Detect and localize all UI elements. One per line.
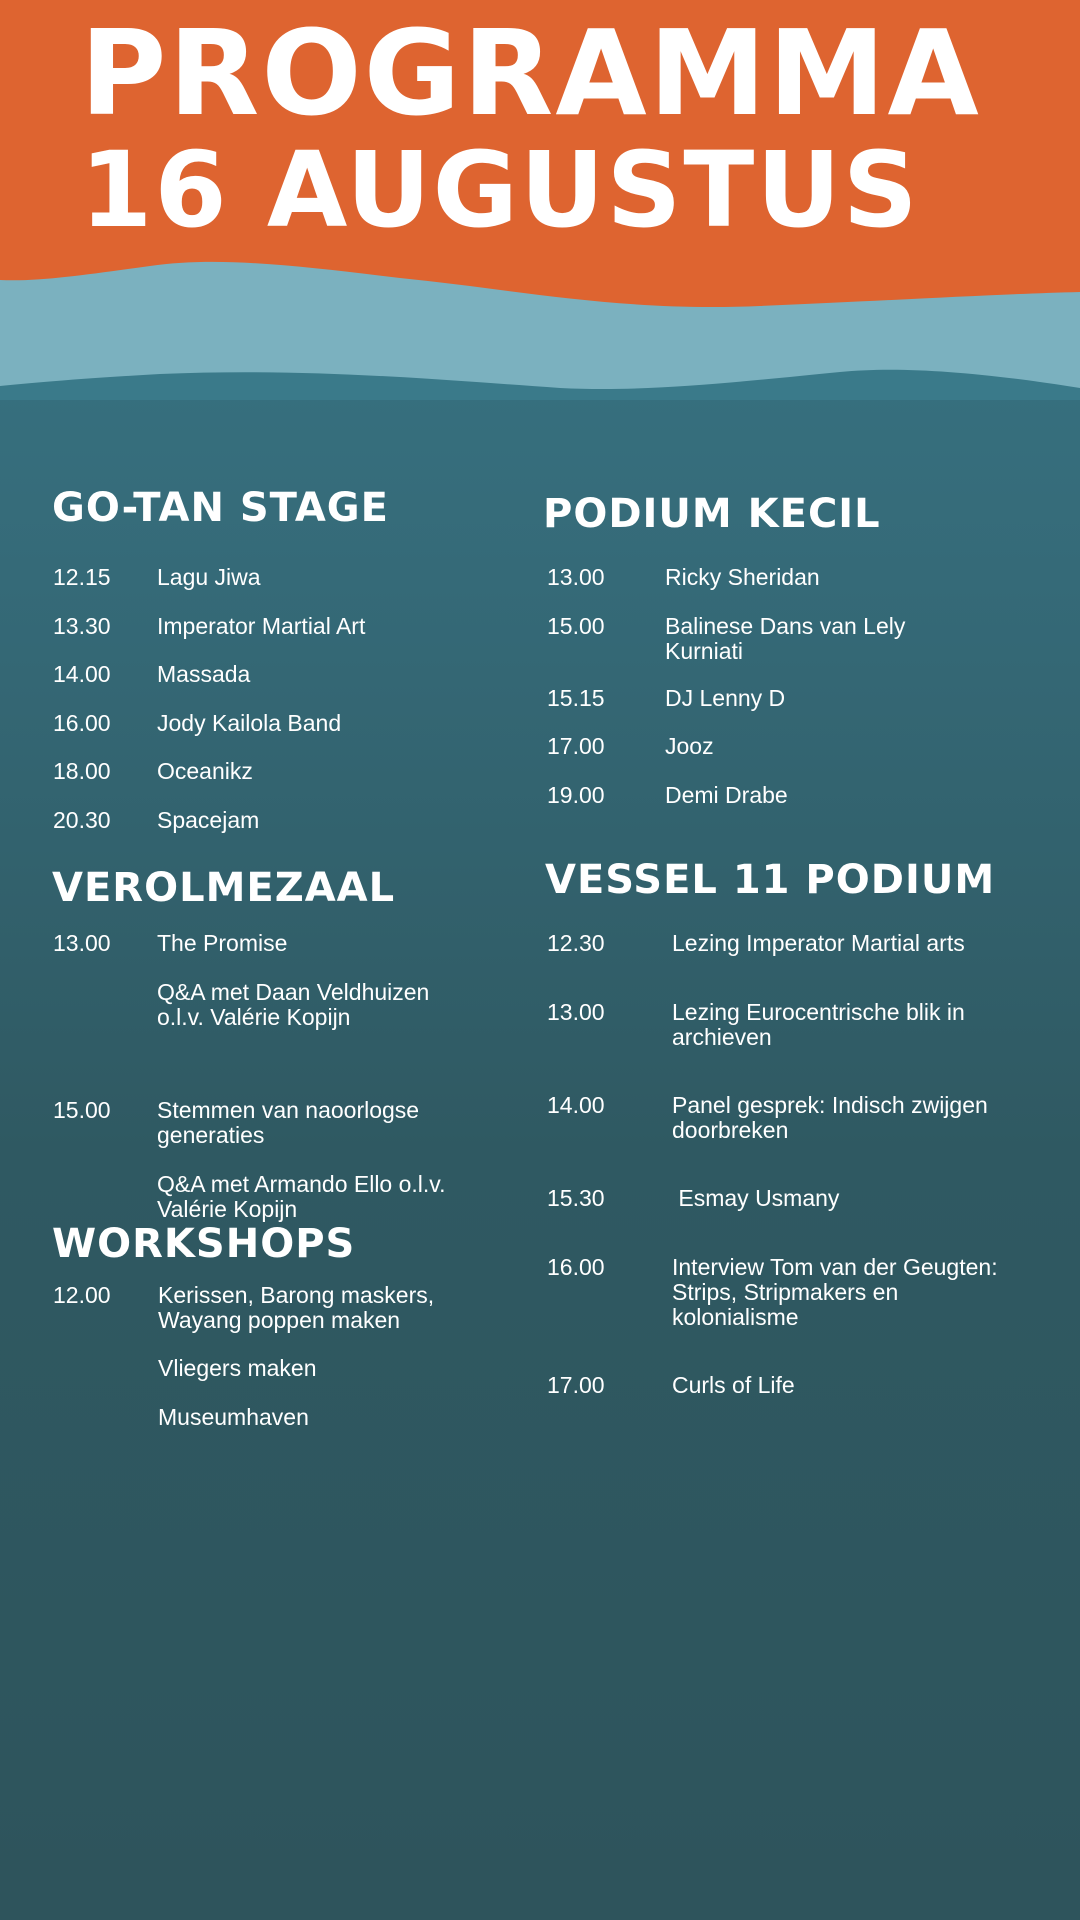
slot-act: Interview Tom van der Geugten: Strips, Stripmakers en kolonialisme (672, 1254, 998, 1330)
slot-act: Lezing Eurocentrische blik in archieven (672, 999, 965, 1050)
slot-act: Kerissen, Barong maskers, Wayang poppen maken (158, 1282, 435, 1333)
slot-time: 13.00 (547, 564, 605, 590)
slot-time: 12.00 (53, 1282, 111, 1308)
slot-time: 14.00 (53, 661, 111, 687)
slot-time: 19.00 (547, 782, 605, 808)
slot-act: Massada (157, 661, 251, 687)
slot-act: Balinese Dans van Lely Kurniati (665, 613, 906, 664)
slot-act: Esmay Usmany (672, 1185, 840, 1211)
slot-act: Q&A met Daan Veldhuizen o.l.v. Valérie Kopijn (157, 979, 430, 1030)
slot-time: 13.00 (547, 999, 605, 1025)
slot-act: Panel gesprek: Indisch zwijgen doorbreken (672, 1092, 988, 1143)
page-title-line2: 16 AUGUSTUS (80, 129, 920, 251)
slot-time: 14.00 (547, 1092, 605, 1118)
slot-act: Vliegers maken (158, 1355, 317, 1381)
slot-time: 12.15 (53, 564, 111, 590)
slot-act: Spacejam (157, 807, 260, 833)
slot-time: 15.15 (547, 685, 605, 711)
vessel-11-podium-heading: VESSEL 11 PODIUM (545, 857, 996, 903)
slot-act: The Promise (157, 930, 288, 956)
slot-time: 17.00 (547, 1372, 605, 1398)
slot-act: Q&A met Armando Ello o.l.v. Valérie Kopijn (157, 1171, 446, 1222)
slot-act: Curls of Life (672, 1372, 795, 1398)
page-title-line1: PROGRAMMA (80, 4, 981, 142)
slot-act: DJ Lenny D (665, 685, 786, 711)
verolmezaal-heading: VEROLMEZAAL (52, 865, 396, 911)
slot-time: 20.30 (53, 807, 111, 833)
slot-time: 13.30 (53, 613, 111, 639)
slot-act: Jody Kailola Band (157, 710, 342, 736)
header-banner (0, 0, 1080, 400)
slot-act: Ricky Sheridan (665, 564, 820, 590)
slot-time: 16.00 (53, 710, 111, 736)
slot-time: 15.00 (547, 613, 605, 639)
slot-act: Jooz (665, 733, 714, 759)
slot-act: Lezing Imperator Martial arts (672, 930, 965, 956)
slot-act: Demi Drabe (665, 782, 788, 808)
slot-time: 18.00 (53, 758, 111, 784)
slot-act: Oceanikz (157, 758, 253, 784)
slot-time: 15.30 (547, 1185, 605, 1211)
podium-kecil-heading: PODIUM KECIL (543, 491, 881, 537)
slot-time: 17.00 (547, 733, 605, 759)
slot-act: Stemmen van naoorlogse generaties (157, 1097, 420, 1148)
slot-time: 12.30 (547, 930, 605, 956)
slot-time: 16.00 (547, 1254, 605, 1280)
workshops-heading: WORKSHOPS (52, 1221, 356, 1267)
slot-act: Lagu Jiwa (157, 564, 261, 590)
slot-act: Museumhaven (158, 1404, 309, 1430)
slot-act: Imperator Martial Art (157, 613, 366, 639)
slot-time: 13.00 (53, 930, 111, 956)
slot-time: 15.00 (53, 1097, 111, 1123)
go-tan-stage-heading: GO-TAN STAGE (52, 485, 389, 531)
